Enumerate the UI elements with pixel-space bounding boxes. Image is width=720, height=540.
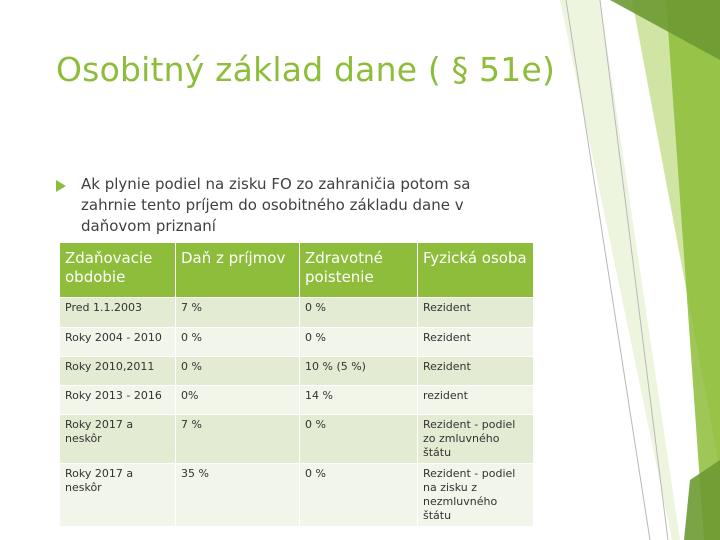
table-cell: 7 % [176,298,300,328]
bullet-arrow-icon [56,180,66,192]
table-cell: Roky 2017 a neskôr [60,464,176,527]
table-cell: Roky 2010,2011 [60,357,176,386]
table-cell: 35 % [176,464,300,527]
table-cell: Rezident [418,357,534,386]
table-row [60,328,534,357]
table-cell: 0 % [300,464,418,527]
header-income-tax: Daň z príjmov [176,243,300,298]
table-cell: Rezident [418,298,534,328]
table-header-row [60,243,534,298]
table-cell: 10 % (5 %) [300,357,418,386]
header-health-insurance: Zdravotné poistenie [300,243,418,298]
table-cell: 14 % [300,386,418,415]
table-cell: Pred 1.1.2003 [60,298,176,328]
table-row [60,357,534,386]
table-cell: Rezident - podiel zo zmluvného štátu [418,415,534,464]
tax-table [59,242,534,527]
header-person: Fyzická osoba [418,243,534,298]
table-cell: 0 % [300,415,418,464]
table-cell: Roky 2017 a neskôr [60,415,176,464]
table-cell: Roky 2004 - 2010 [60,328,176,357]
table-cell: 7 % [176,415,300,464]
table-cell: 0 % [300,328,418,357]
table-cell: 0% [176,386,300,415]
table-cell: Roky 2013 - 2016 [60,386,176,415]
table-cell: Rezident - podiel na zisku z nezmluvného štátu [418,464,534,527]
table-row [60,298,534,328]
table-cell: 0 % [176,328,300,357]
table-cell: 0 % [176,357,300,386]
slide-title: Osobitný základ dane ( § 51e) [56,50,556,89]
table-cell: Rezident [418,328,534,357]
deco-right-band [666,0,720,540]
deco-bottom-shape [684,460,720,540]
table-cell: rezident [418,386,534,415]
table-row [60,386,534,415]
table-cell: 0 % [300,298,418,328]
table-row [60,415,534,464]
bullet-text: Ak plynie podiel na zisku FO zo zahraničia potom sa zahrnie tento príjem do osobitného základu dane v daňovom priznaní [81,175,471,235]
table-row [60,464,534,527]
header-period: Zdaňovacie obdobie [60,243,176,298]
